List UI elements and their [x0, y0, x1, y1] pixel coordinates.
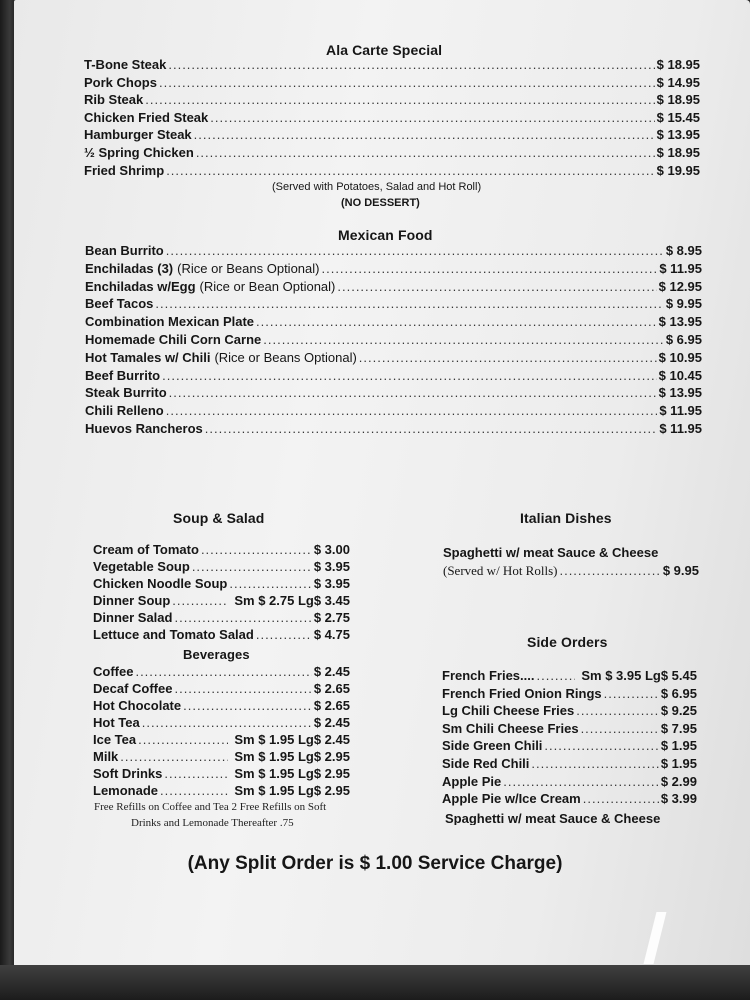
item-name: Coffee: [93, 664, 134, 679]
item-name: Milk: [93, 749, 119, 764]
item-name: ½ Spring Chicken: [84, 145, 194, 160]
item-price: $ 10.95: [658, 349, 702, 365]
item-price: $ 15.45: [656, 109, 700, 125]
item-price: $ 13.95: [658, 385, 702, 401]
item-name: Rib Steak: [84, 92, 144, 108]
leader-dots: [256, 627, 312, 642]
leader-dots: [196, 145, 655, 160]
item-name: Dinner Soup: [93, 593, 171, 608]
italian-dishes-title: Italian Dishes: [520, 510, 612, 526]
item-name: Homemade Chili Corn Carne: [85, 332, 262, 347]
item-price: $ 18.95: [656, 145, 700, 160]
item-price: $ 11.95: [659, 421, 702, 436]
ala-carte-item: [84, 163, 700, 180]
italian-dish-row: [443, 545, 701, 562]
mexican-food-item: [85, 403, 702, 420]
mexican-food-item: [85, 261, 702, 278]
side-order-item: [442, 738, 697, 755]
item-price: $ 3.95: [313, 559, 350, 574]
soup-salad-title: Soup & Salad: [173, 510, 265, 526]
ala-carte-no-dessert: (NO DESSERT): [341, 197, 420, 209]
leader-dots: [604, 686, 659, 701]
split-order-note: (Any Split Order is $ 1.00 Service Charge): [187, 853, 563, 874]
item-price: $ 11.95: [659, 403, 702, 419]
item-price: $ 11.95: [659, 260, 702, 276]
mexican-food-item: [85, 296, 702, 313]
item-name: Apple Pie w/Ice Cream: [442, 791, 581, 807]
leader-dots: [205, 421, 658, 436]
item-name: T-Bone Steak: [84, 57, 167, 72]
leader-dots: [576, 703, 659, 718]
item-name: Pork Chops: [84, 74, 157, 90]
soup-salad-item: [93, 593, 350, 610]
leader-dots: [159, 75, 655, 90]
leader-dots: [174, 681, 311, 696]
leader-dots: [194, 127, 655, 142]
item-price: $ 3.95: [313, 576, 350, 591]
item-name: Hot Tea: [93, 715, 140, 730]
leader-dots: [155, 296, 663, 311]
item-price: $ 2.95: [313, 783, 350, 798]
item-note: (Rice or Beans Optional): [214, 349, 357, 365]
side-orders-cut-off-line: [445, 811, 695, 825]
beverage-item: [93, 749, 350, 766]
side-order-item: [442, 721, 697, 738]
item-name: Lettuce and Tomato Salad: [93, 627, 254, 642]
beverages-title: Beverages: [183, 647, 250, 662]
item-note: (Rice or Beans Optional): [177, 260, 320, 276]
item-name: French Fried Onion Rings: [442, 685, 602, 701]
item-name: Hot Chocolate: [93, 698, 182, 713]
leader-dots: [544, 738, 658, 753]
beverage-item: [93, 664, 350, 681]
refill-note-line-2: Drinks and Lemonade Thereafter .75: [131, 817, 294, 829]
beverage-item: [93, 732, 350, 749]
item-size-prices: Sm $ 1.95 Lg: [234, 749, 314, 764]
leader-dots: [160, 783, 228, 798]
item-size-prices: Sm $ 1.95 Lg: [234, 783, 314, 798]
item-price: $ 1.95: [660, 756, 697, 771]
item-name: Side Green Chili: [442, 738, 543, 754]
item-price: $ 13.95: [658, 314, 702, 330]
leader-dots: [256, 314, 657, 329]
leader-dots: [192, 559, 312, 574]
item-price: $ 9.25: [660, 703, 697, 719]
item-price: $ 2.45: [313, 732, 350, 747]
leader-dots: [583, 791, 659, 806]
soup-salad-item: [93, 576, 350, 593]
item-name: Beef Burrito: [85, 367, 161, 383]
italian-dish-note: (Served w/ Hot Rolls): [443, 563, 558, 578]
leader-dots: [166, 243, 664, 258]
leader-dots: [120, 749, 228, 764]
item-size-prices: Sm $ 1.95 Lg: [234, 732, 314, 747]
leader-dots: [210, 110, 654, 125]
item-name: Bean Burrito: [85, 243, 164, 258]
refill-note-line-1: Free Refills on Coffee and Tea 2 Free Refills on Soft: [94, 801, 327, 813]
item-price: $ 8.95: [665, 243, 702, 258]
item-name: Combination Mexican Plate: [85, 314, 255, 330]
item-name: Cream of Tomato: [93, 542, 199, 557]
mexican-food-item: [85, 385, 702, 402]
item-price: $ 19.95: [656, 162, 700, 178]
leader-dots: [169, 385, 657, 400]
ala-carte-item: [84, 92, 700, 109]
item-price: $ 2.45: [313, 715, 350, 730]
leader-dots: [183, 698, 312, 713]
item-price: $ 2.99: [660, 773, 697, 789]
leader-dots: [559, 563, 660, 578]
leader-dots: [503, 774, 659, 789]
leader-dots: [201, 542, 312, 557]
side-order-item: [442, 774, 697, 791]
mexican-food-item: [85, 243, 702, 260]
item-price: $ 4.75: [313, 627, 350, 642]
item-name: Vegetable Soup: [93, 559, 190, 574]
item-name: Sm Chili Cheese Fries: [442, 720, 579, 736]
mexican-food-item: [85, 421, 702, 438]
beverage-item: [93, 681, 350, 698]
beverage-item: [93, 698, 350, 715]
side-order-item: [442, 668, 697, 685]
ala-carte-item: [84, 57, 700, 74]
item-price: $ 13.95: [656, 127, 700, 143]
item-price: $ 2.65: [313, 681, 350, 696]
ala-carte-served-note: (Served with Potatoes, Salad and Hot Roll): [272, 181, 482, 193]
item-name: Chicken Noodle Soup: [93, 576, 228, 591]
item-price: $ 14.95: [656, 74, 700, 90]
side-order-item: [442, 703, 697, 720]
ala-carte-item: [84, 145, 700, 162]
item-price: $ 2.75: [313, 610, 350, 625]
mexican-food-item: [85, 279, 702, 296]
leader-dots: [337, 279, 656, 294]
item-name: Enchiladas (3): [85, 260, 174, 276]
item-price: $ 18.95: [656, 57, 700, 72]
ala-carte-title: Ala Carte Special: [326, 42, 443, 58]
item-name: Soft Drinks: [93, 766, 163, 781]
leader-dots: [536, 668, 575, 683]
item-price: $ 3.45: [313, 593, 350, 608]
item-price: $ 1.95: [660, 738, 697, 754]
item-name: Side Red Chili: [442, 756, 530, 771]
beverage-item: [93, 766, 350, 783]
leader-dots: [229, 576, 312, 591]
soup-salad-item: [93, 627, 350, 644]
item-name: French Fries....: [442, 668, 535, 683]
item-price: $ 12.95: [658, 278, 702, 294]
leader-dots: [172, 593, 228, 608]
side-order-item: [442, 686, 697, 703]
item-note: (Rice or Bean Optional): [199, 278, 336, 294]
soup-salad-item: [93, 559, 350, 576]
ala-carte-item: [84, 127, 700, 144]
menu-binder-bottom: [0, 965, 750, 1000]
item-name: Chili Relleno: [85, 403, 164, 419]
leader-dots: [138, 732, 228, 747]
beverage-item: [93, 715, 350, 732]
item-price: $ 3.99: [660, 791, 697, 807]
item-size-prices: Sm $ 1.95 Lg: [234, 766, 314, 781]
item-size-prices: Sm $ 3.95 Lg: [581, 668, 661, 683]
mexican-food-item: [85, 350, 702, 367]
mexican-food-item: [85, 368, 702, 385]
italian-dish-name: Spaghetti w/ meat Sauce & Cheese: [443, 545, 659, 560]
leader-dots: [531, 756, 658, 771]
soup-salad-item: [93, 610, 350, 627]
item-name: Lg Chili Cheese Fries: [442, 703, 575, 719]
ala-carte-item: [84, 75, 700, 92]
leader-dots: [168, 57, 654, 72]
leader-dots: [162, 368, 657, 383]
leader-dots: [166, 403, 658, 418]
mexican-food-title: Mexican Food: [338, 227, 433, 243]
ala-carte-item: [84, 110, 700, 127]
leader-dots: [581, 721, 659, 736]
item-name: Enchiladas w/Egg: [85, 278, 196, 294]
leader-dots: [142, 715, 312, 730]
item-price: $ 6.95: [665, 332, 702, 347]
leader-dots: [321, 261, 657, 276]
item-price: $ 6.95: [660, 685, 697, 701]
item-name: Ice Tea: [93, 732, 137, 747]
item-price: $ 2.65: [313, 698, 350, 713]
item-name: Lemonade: [93, 783, 159, 798]
soup-salad-item: [93, 542, 350, 559]
leader-dots: [164, 766, 228, 781]
item-price: $ 2.45: [313, 664, 350, 679]
side-order-item: [442, 791, 697, 808]
leader-dots: [263, 332, 664, 347]
item-name: Decaf Coffee: [93, 681, 173, 696]
item-size-prices: Sm $ 2.75 Lg: [234, 593, 314, 608]
item-name: Huevos Rancheros: [85, 421, 203, 436]
italian-dish-price: $ 9.95: [662, 563, 699, 578]
mexican-food-item: [85, 314, 702, 331]
italian-dish-note-row: [443, 563, 699, 580]
side-orders-title: Side Orders: [527, 634, 608, 650]
side-order-item: [442, 756, 697, 773]
leader-dots: [174, 610, 311, 625]
item-price: $ 3.00: [313, 542, 350, 557]
leader-dots: [359, 350, 657, 365]
item-name: Chicken Fried Steak: [84, 109, 209, 125]
side-orders-cut-off-text: Spaghetti w/ meat Sauce & Cheese: [445, 811, 661, 825]
item-name: Beef Tacos: [85, 296, 154, 312]
item-price: $ 2.95: [313, 766, 350, 781]
item-name: Dinner Salad: [93, 610, 173, 625]
leader-dots: [135, 664, 311, 679]
item-price: $ 10.45: [658, 367, 702, 383]
item-price: $ 9.95: [665, 296, 702, 312]
item-price: $ 5.45: [660, 668, 697, 683]
item-name: Fried Shrimp: [84, 162, 165, 178]
item-price: $ 7.95: [660, 720, 697, 736]
item-name: Hot Tamales w/ Chili: [85, 349, 211, 365]
item-price: $ 18.95: [656, 92, 700, 108]
leader-dots: [166, 163, 654, 178]
leader-dots: [145, 92, 654, 107]
item-name: Hamburger Steak: [84, 127, 192, 143]
item-name: Steak Burrito: [85, 385, 167, 401]
item-name: Apple Pie: [442, 773, 502, 789]
item-price: $ 2.95: [313, 749, 350, 764]
beverage-item: [93, 783, 350, 800]
mexican-food-item: [85, 332, 702, 349]
